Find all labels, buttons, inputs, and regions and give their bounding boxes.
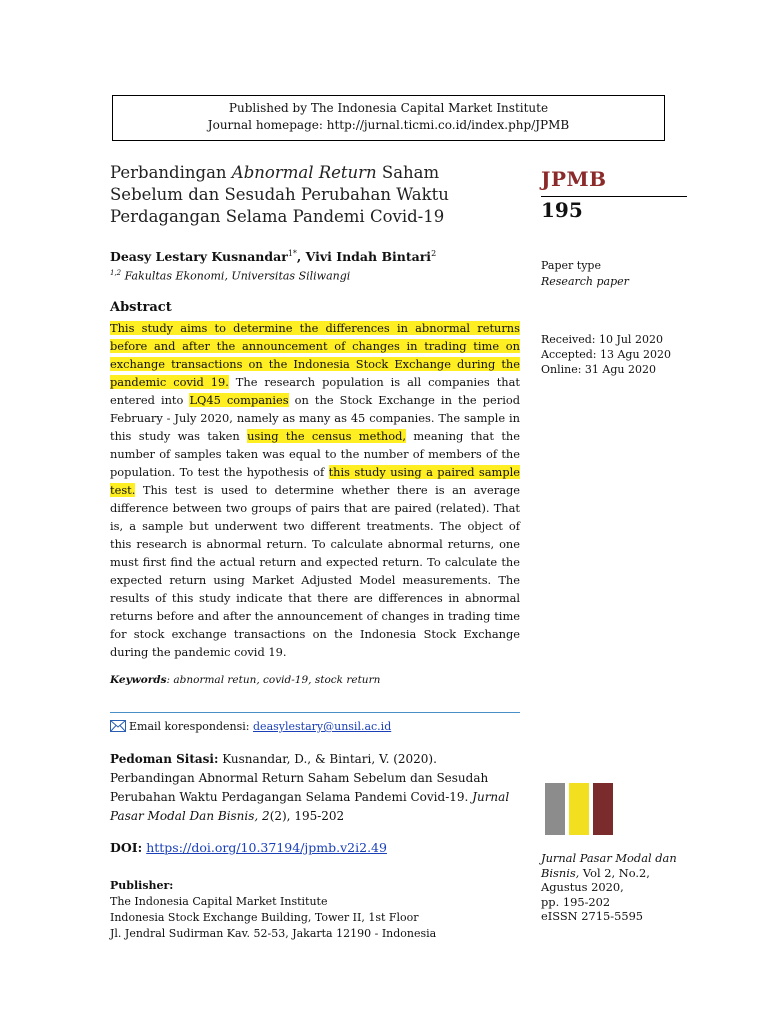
journal-header-box <box>112 95 665 141</box>
citation-text-1: Kusnandar, D., & Bintari, V. (2020). Perbandingan Abnormal Return Saham Sebelum dan Sesudah Perubahan Waktu Perdagangan Selama Pandemi Covid-19. <box>110 752 489 804</box>
keywords-text: : abnormal retun, covid-19, stock return <box>166 674 381 686</box>
author-separator: , <box>296 249 306 265</box>
citation-text-2: (2), 195-202 <box>269 809 345 823</box>
logo-bar-yellow <box>569 783 589 835</box>
journal-logo-bars <box>545 783 615 835</box>
affiliation-marker: 1,2 <box>110 269 122 277</box>
publication-dates <box>541 332 671 377</box>
publisher-block <box>110 878 436 942</box>
abstract-heading: Abstract <box>110 300 172 315</box>
doi-link[interactable]: https://doi.org/10.37194/jpmb.v2i2.49 <box>146 840 387 855</box>
abstract-highlight-1: This study aims to determine the differences in abnormal returns before and after the announcement of changes in trading time on exchange transactions on the Indonesia Stock Exchange during the pandemic covid 19. <box>110 321 520 389</box>
logo-bar-gray <box>545 783 565 835</box>
paper-title <box>110 162 515 228</box>
publisher-line-3: Jl. Jendral Sudirman Kav. 52-53, Jakarta 12190 - Indonesia <box>110 927 437 940</box>
sidebar-divider <box>541 196 687 197</box>
page-number: 195 <box>541 198 583 222</box>
citation-guide <box>110 750 515 826</box>
journal-date: Agustus 2020, <box>541 880 624 894</box>
abstract-text-8: This test is used to determine whether there is an average difference between two groups of pairs that are paired (related). That is, a sample but underwent two different treatments. The object of this research is abnormal return. To calculate abnormal returns, one must first find the actual return and expected return. To calculate the expected return using Market Adjusted Model measurements. The results of this study indicate that there are differences in abnormal returns before and after the announcement of changes in trading time for stock exchange transactions on the Indonesia Stock Exchange during the pandemic covid 19. <box>110 483 520 659</box>
abstract-highlight-2: LQ45 companies <box>189 393 289 407</box>
doi-label: DOI: <box>110 840 143 855</box>
paper-type-value: Research paper <box>541 275 629 288</box>
journal-eissn: eISSN 2715-5595 <box>541 909 644 923</box>
author-1: Deasy Lestary Kusnandar <box>110 249 288 265</box>
paper-type-block <box>541 258 629 290</box>
accepted-date: Accepted: 13 Agu 2020 <box>541 348 672 361</box>
publisher-line-2: Indonesia Stock Exchange Building, Tower II, 1st Floor <box>110 911 419 924</box>
journal-volume: Vol 2, No.2, <box>579 865 650 880</box>
abstract-highlight-3: using the census method, <box>247 429 407 443</box>
header-publisher-line: Published by The Indonesia Capital Market Institute <box>228 101 549 115</box>
logo-bar-maroon <box>593 783 613 835</box>
author-2-marker: 2 <box>431 249 437 258</box>
correspondence-label: Email korespondensi: <box>129 720 254 733</box>
affiliation-text: Fakultas Ekonomi, Universitas Siliwangi <box>121 269 351 283</box>
online-date: Online: 31 Agu 2020 <box>541 363 656 376</box>
correspondence-email-link[interactable]: deasylestary@unsil.ac.id <box>253 720 392 733</box>
author-2: Vivi Indah Bintari <box>305 249 432 265</box>
publisher-label: Publisher: <box>110 879 174 892</box>
doi-line <box>110 840 387 855</box>
affiliation <box>110 269 350 283</box>
journal-name: Jurnal Pasar Modal dan Bisnis, <box>541 851 677 880</box>
abstract-highlight-4: this study using a paired sample test. <box>110 465 520 497</box>
paper-type-label: Paper type <box>541 259 601 272</box>
journal-info-block <box>541 851 691 924</box>
received-date: Received: 10 Jul 2020 <box>541 333 663 346</box>
citation-label: Pedoman Sitasi: <box>110 752 219 766</box>
author-1-marker: 1* <box>287 249 297 258</box>
abstract-text-4: on the Stock Exchange in the period February - July 2020, namely as many as 45 companies. The sample in this study was taken <box>110 393 520 443</box>
divider-line <box>110 712 520 713</box>
abstract-body <box>110 319 520 661</box>
header-homepage-line: Journal homepage: http://jurnal.ticmi.co.id/index.php/JPMB <box>207 118 570 132</box>
abstract-text-6: meaning that the number of samples taken was equal to the number of members of the population. To test the hypothesis of <box>110 429 520 479</box>
citation-journal: Jurnal Pasar Modal Dan Bisnis, 2 <box>110 790 510 823</box>
publisher-line-1: The Indonesia Capital Market Institute <box>110 895 328 908</box>
keywords <box>110 674 380 686</box>
journal-pages: pp. 195-202 <box>541 894 611 909</box>
correspondence-line <box>110 720 391 735</box>
title-part-1: Perbandingan <box>110 163 232 182</box>
title-part-italic: Abnormal Return <box>231 163 377 182</box>
author-list <box>110 249 436 264</box>
title-part-3: Saham Sebelum dan Sesudah Perubahan Waktu Perdagangan Selama Pandemi Covid-19 <box>110 163 449 226</box>
keywords-label: Keywords <box>110 674 167 686</box>
journal-abbreviation: JPMB <box>541 167 607 191</box>
abstract-text-2: The research population is all companies that entered into <box>110 375 520 407</box>
envelope-icon <box>110 720 126 735</box>
